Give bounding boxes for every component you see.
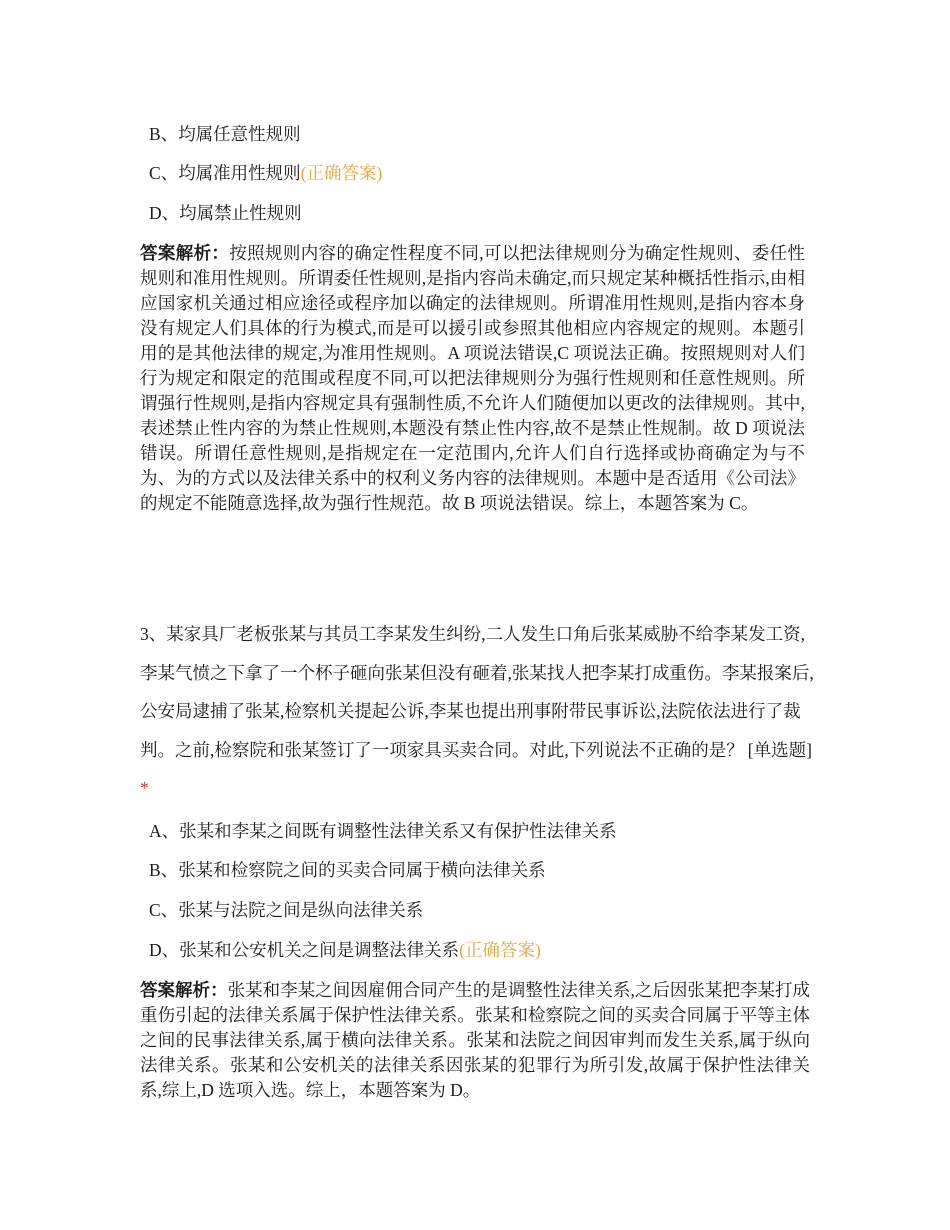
analysis-text: 按照规则内容的确定性程度不同,可以把法律规则分为确定性规则、委任性规则和准用性规则。所谓委任性规则,是指内容尚未确定,而只规定某种概括性指示,由相应国家机关通过相应途径或程序加以确定的法律规则。所谓准用性规则,是指内容本身没有规定人们具体的行为模式,而是可以援引或参照其他相应内容规定的规则。本题引用的是其他法律的规定,为准用性规则。A 项说法错误,C 项说法正确。按照规则对人们行为规定和限定的范围或程度不同,可以把法律规则分为强行性规则和任意性规则。所谓强行性规则,是指内容规定具有强制性质,不允许人们随便加以更改的法律规则。其中,表述禁止性内容的为禁止性规则,本题没有禁止性内容,故不是禁止性规制。故 D 项说法错误。所谓任意性规则,是指规定在一定范围内,允许人们自行选择或协商确定为与不为、为的方式以及法律关系中的权利义务内容的法律规则。本题中是否适用《公司法》的规定不能随意选择,故为强行性规范。故 B 项说法错误。综上，本题答案为 C。: [140, 243, 806, 513]
q3-question-stem: [140, 615, 815, 808]
q2-answer-analysis: [140, 241, 805, 516]
analysis-label: 答案解析：: [140, 980, 228, 1000]
option-text: 张某和检察院之间的买卖合同属于横向法律关系: [178, 860, 546, 880]
question-type: [单选题]: [747, 739, 812, 760]
option-letter: D、: [149, 203, 180, 223]
option-letter: B、: [149, 124, 179, 144]
question-text: 3、某家具厂老板张某与其员工李某发生纠纷,二人发生口角后张某威胁不给李某发工资,李某气愤之下拿了一个杯子砸向张某但没有砸着,张某找人把李某打成重伤。李某报案后,公安局逮捕了张某,检察机关提起公诉,李某也提出刑事附带民事诉讼,法院依法进行了裁判。之前,检察院和张某签订了一项家具买卖合同。对此,下列说法不正确的是？: [140, 624, 814, 760]
option-letter: C、: [149, 900, 179, 920]
correct-answer-mark: (正确答案): [459, 940, 541, 960]
q3-option-d: [149, 939, 541, 961]
option-letter: D、: [149, 940, 180, 960]
option-text: 张某与法院之间是纵向法律关系: [178, 900, 424, 920]
option-text: 均属准用性规则: [178, 163, 301, 183]
q3-answer-analysis: [140, 978, 810, 1103]
analysis-text: 张某和李某之间因雇佣合同产生的是调整性法律关系,之后因张某把李某打成重伤引起的法律关系属于保护性法律关系。张某和检察院之间的买卖合同属于平等主体之间的民事法律关系,属于横向法律关系。张某和法院之间因审判而发生关系,属于纵向法律关系。张某和公安机关的法律关系因张某的犯罪行为所引发,故属于保护性法律关系,综上,D 选项入选。综上，本题答案为 D。: [140, 980, 811, 1100]
required-mark: *: [140, 778, 149, 798]
analysis-label: 答案解析：: [140, 243, 230, 263]
option-text: 张某和公安机关之间是调整法律关系: [179, 940, 460, 960]
q2-option-c: [149, 162, 382, 184]
option-text: 均属禁止性规则: [179, 203, 302, 223]
q3-option-a: [149, 820, 617, 842]
correct-answer-mark: (正确答案): [300, 163, 383, 183]
option-letter: C、: [149, 163, 179, 183]
q2-option-d: [149, 202, 302, 224]
option-text: 张某和李某之间既有调整性法律关系又有保护性法律关系: [179, 821, 617, 841]
q3-option-b: [149, 859, 546, 881]
option-letter: A、: [149, 821, 180, 841]
option-text: 均属任意性规则: [178, 124, 301, 144]
option-letter: B、: [149, 860, 179, 880]
q3-option-c: [149, 899, 423, 921]
q2-option-b: [149, 123, 301, 145]
